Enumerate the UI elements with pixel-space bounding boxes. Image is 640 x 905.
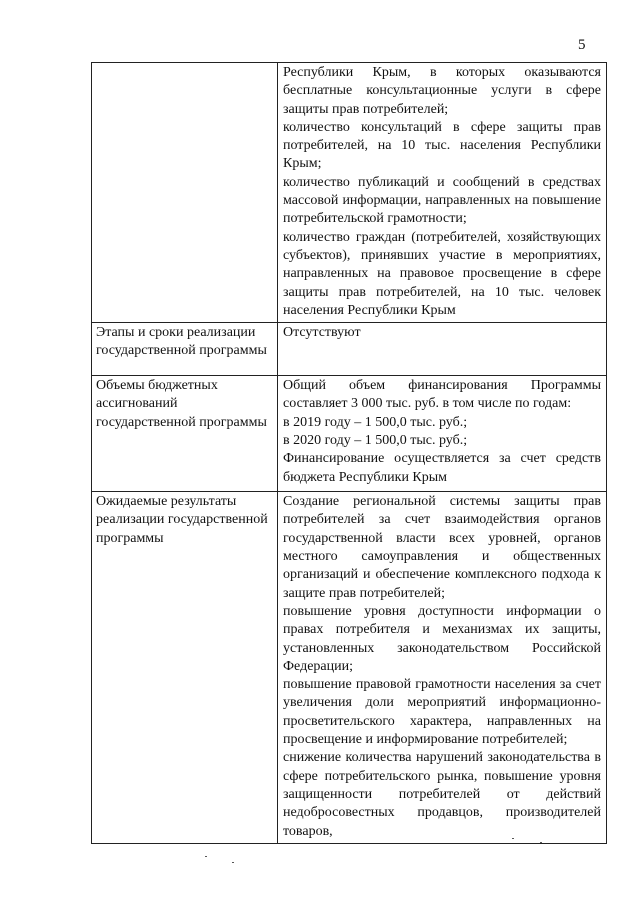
table-row [92,63,607,323]
table-cell-label [92,376,278,492]
value-paragraph: Республики Крым, в которых оказываются бесплатные консультационные услуги в сфере защиты прав потребителей; [283,65,601,117]
table-cell-value [278,323,607,376]
page-number: 5 [578,37,586,53]
value-paragraph: повышение правовой грамотности населения за счет увеличения доли мероприятий информационно-просветительского характера, направленных на просвещение и информирование потребителей; [283,677,601,748]
table-row [92,376,607,492]
table-row [92,323,607,376]
value-paragraph: количество публикаций и сообщений в средствах массовой информации, направленных на повышение потребительской грамотности; [283,174,601,227]
table-cell-label [92,492,278,844]
value-paragraph: в 2020 году – 1 500,0 тыс. руб.; [283,433,468,449]
row-value [278,323,606,344]
scan-speck [205,856,207,857]
scan-speck [512,838,514,839]
value-paragraph: количество граждан (потребителей, хозяйствующих субъектов), принявших участие в мероприятиях, направленных на правовое просвещение в сфере защиты прав потребителей, на 10 тыс. человек населения Республики Крым [283,229,601,318]
row-label: Ожидаемые результаты реализации государственной программы [96,494,268,546]
scan-speck [540,842,542,843]
row-label: Объемы бюджетных ассигнований государственной программы [96,378,267,430]
value-paragraph: в 2019 году – 1 500,0 тыс. руб.; [283,414,468,430]
table-cell-label [92,63,278,323]
value-paragraph: Финансирование осуществляется за счет средств бюджета Республики Крым [283,451,601,485]
table-cell-value [278,376,607,492]
row-label: Этапы и сроки реализации государственной программы [96,325,267,359]
program-passport-table [91,62,607,844]
value-paragraph: количество консультаций в сфере защиты прав потребителей, на 10 тыс. населения Республики Крым; [283,119,601,172]
table-row [92,492,607,844]
value-paragraph: Создание региональной системы защиты прав потребителей за счет взаимодействия органов государственной власти всех уровней, органов местного самоуправления и общественных организаций и обеспечение комплексного подхода к защите прав потребителей; [283,494,601,601]
value-paragraph: повышение уровня доступности информации о правах потребителя и механизмах их защиты, установленных законодательством Российской Федерации; [283,603,601,674]
value-paragraph: Отсутствуют [283,325,361,341]
value-paragraph: снижение количества нарушений законодательства в сфере потребительского рынка, повышение уровня защищенности потребителей от действий недобросовестных продавцов, производителей товаров, [283,750,601,839]
row-value [278,63,606,322]
table-cell-value [278,63,607,323]
row-label [92,63,277,66]
row-value [278,376,606,489]
scan-speck [232,862,234,863]
table-cell-value [278,492,607,844]
value-paragraph: Общий объем финансирования Программы составляет 3 000 тыс. руб. в том числе по годам: [283,378,601,412]
table-cell-label [92,323,278,376]
row-value [278,492,606,843]
